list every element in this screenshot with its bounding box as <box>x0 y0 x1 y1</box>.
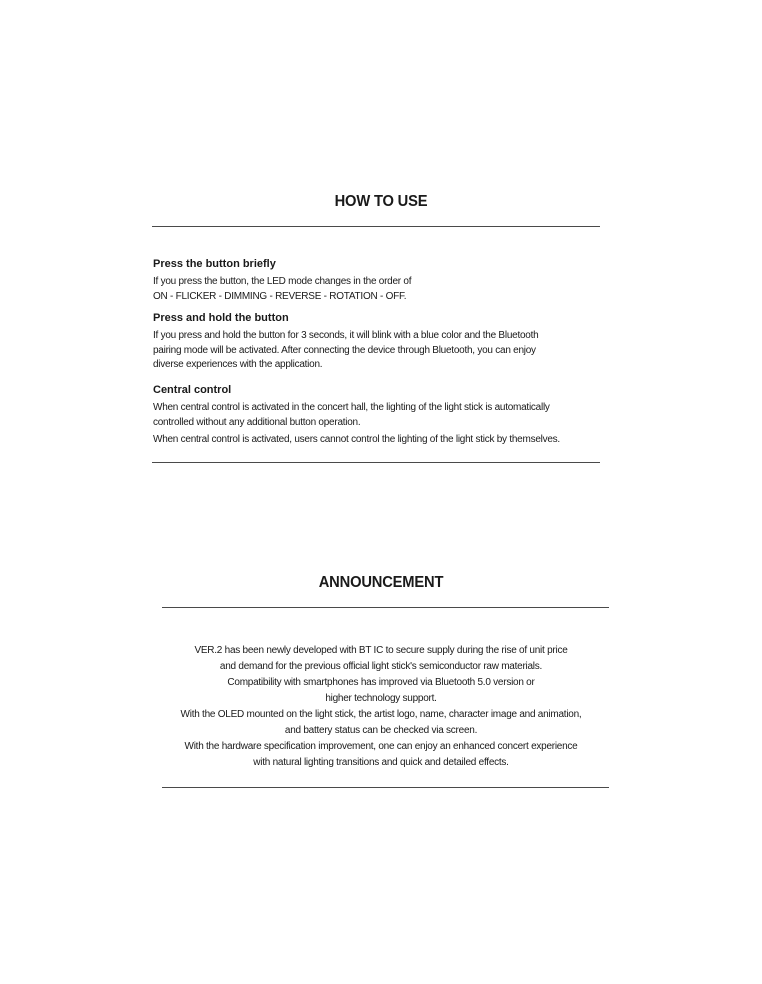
announcement-text-line: VER.2 has been newly developed with BT IC to secure supply during the rise of unit price <box>194 645 568 656</box>
how-to-use-heading: HOW TO USE <box>334 193 428 210</box>
announcement-bottom-divider <box>162 787 609 788</box>
announcement-text-line: higher technology support. <box>325 693 437 704</box>
section-text-line: ON - FLICKER - DIMMING - REVERSE - ROTATION - OFF. <box>153 291 407 302</box>
announcement-top-divider <box>162 607 609 608</box>
announcement-text-line: and demand for the previous official light stick's semiconductor raw materials. <box>219 661 543 672</box>
section-title-press-briefly: Press the button briefly <box>153 258 276 270</box>
section-title-press-and-hold: Press and hold the button <box>153 312 289 324</box>
section-text-line: pairing mode will be activated. After connecting the device through Bluetooth, you can enjoy <box>153 345 536 356</box>
section-text-line: If you press the button, the LED mode changes in the order of <box>153 276 412 287</box>
section-text-line: When central control is activated in the concert hall, the lighting of the light stick is automatically <box>153 402 550 413</box>
section-text-line: diverse experiences with the application. <box>153 359 323 370</box>
section-text-line: When central control is activated, users cannot control the lighting of the light stick by themselves. <box>153 434 560 445</box>
section-text-line: If you press and hold the button for 3 seconds, it will blink with a blue color and the Bluetooth <box>153 330 539 341</box>
how-to-use-bottom-divider <box>152 462 600 463</box>
announcement-text-line: with natural lighting transitions and quick and detailed effects. <box>253 757 509 768</box>
announcement-text-line: and battery status can be checked via screen. <box>284 725 478 736</box>
section-text-line: controlled without any additional button operation. <box>153 417 361 428</box>
announcement-text-line: With the OLED mounted on the light stick, the artist logo, name, character image and animation, <box>180 709 582 720</box>
announcement-text-line: Compatibility with smartphones has improved via Bluetooth 5.0 version or <box>227 677 535 688</box>
announcement-heading: ANNOUNCEMENT <box>318 574 444 591</box>
section-title-central-control: Central control <box>153 384 232 396</box>
announcement-text-line: With the hardware specification improvement, one can enjoy an enhanced concert experience <box>184 741 578 752</box>
how-to-use-top-divider <box>152 226 600 227</box>
